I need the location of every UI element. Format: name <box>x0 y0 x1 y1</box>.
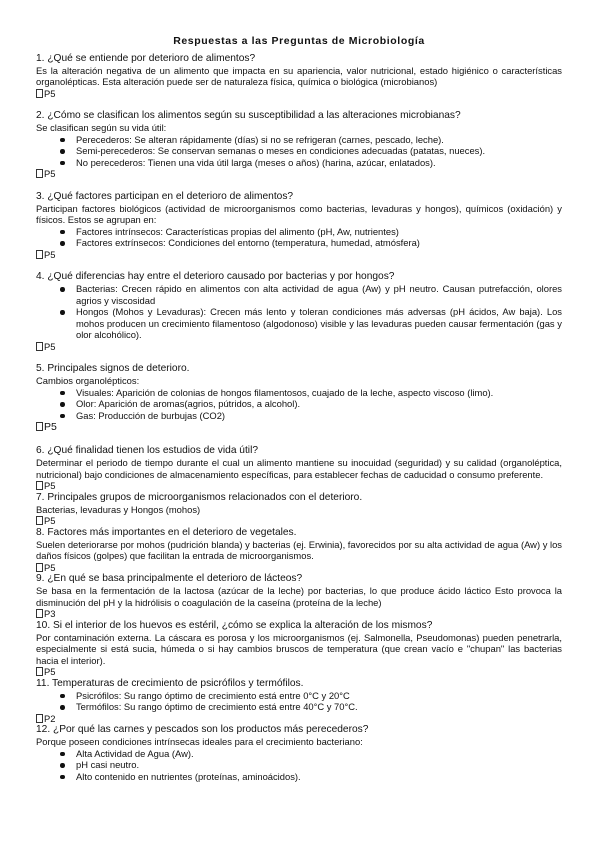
section-spacer <box>36 260 562 271</box>
question-heading: 11. Temperaturas de crecimiento de psicrófilos y termófilos. <box>36 677 304 689</box>
priority-code-text: P5 <box>44 666 56 677</box>
document-content <box>36 53 562 783</box>
priority-code <box>36 480 562 492</box>
priority-code-text: P5 <box>44 168 56 179</box>
bullet-list <box>36 283 562 341</box>
bullet-item: Factores extrínsecos: Condiciones del entorno (temperatura, humedad, atmósfera) <box>36 237 562 249</box>
bullet-item: Bacterias: Crecen rápido en alimentos con alta actividad de agua (Aw) y pH neutro. Causan putrefacción, olores agrios y viscosidad <box>36 283 562 306</box>
checkbox-glyph-icon <box>36 342 43 351</box>
bullet-item: Visuales: Aparición de colonias de hongos filamentosos, cuajado de la leche, aspecto viscoso (limo). <box>36 387 562 399</box>
bullet-item: No perecederos: Tienen una vida útil larga (meses o años) (harina, azúcar, enlatados). <box>36 157 562 169</box>
priority-code <box>36 562 562 574</box>
bullet-item: Factores intrínsecos: Características propias del alimento (pH, Aw, nutrientes) <box>36 226 562 238</box>
answer-text: Determinar el periodo de tiempo durante el cual un alimento mantiene su inocuidad (seguridad) y su calidad (organoléptica, nutricional) bajo condiciones de almacenamiento específicas, para establecer fechas de caducidad o consumo preferente. <box>36 457 562 480</box>
priority-code-text: P2 <box>44 712 56 724</box>
priority-code <box>36 608 562 620</box>
bullet-item: pH casi neutro. <box>36 759 562 771</box>
section-10 <box>36 620 562 678</box>
question-heading: 1. ¿Qué se entiende por deterioro de alimentos? <box>36 52 256 64</box>
priority-code-text: P5 <box>44 248 56 260</box>
priority-code <box>36 341 562 353</box>
answer-text: Bacterias, levaduras y Hongos (mohos) <box>36 503 201 515</box>
question-heading: 9. ¿En qué se basa principalmente el deterioro de lácteos? <box>36 573 303 584</box>
question-heading: 5. Principales signos de deterioro. <box>36 363 190 374</box>
priority-code <box>36 713 562 725</box>
priority-code-text: P5 <box>44 87 56 99</box>
section-spacer <box>36 180 562 191</box>
bullet-item: Hongos (Mohos y Levaduras): Crecen más lento y toleran condiciones más adversas (pH ácidos, Aw baja). Los mohos producen un crecimiento filamentoso (algodonoso) visible y las levaduras pueden causar fermentación (gas y olor alcohólico). <box>36 306 562 341</box>
bullet-list <box>36 690 562 713</box>
bullet-item: Perecederos: Se alteran rápidamente (días) si no se refrigeran (carnes, pescado, leche). <box>36 134 562 146</box>
priority-code-text: P3 <box>44 608 56 619</box>
section-12 <box>36 724 562 782</box>
question-heading: 10. Si el interior de los huevos es estéril, ¿cómo se explica la alteración de los mismos? <box>36 619 433 631</box>
section-1 <box>36 53 562 100</box>
priority-code-text: P5 <box>44 561 56 573</box>
question-heading: 3. ¿Qué factores participan en el deterioro de alimentos? <box>36 190 294 202</box>
checkbox-glyph-icon <box>36 422 43 431</box>
priority-code <box>36 515 562 527</box>
section-spacer <box>36 434 562 445</box>
section-2 <box>36 110 562 180</box>
bullet-list <box>36 748 562 783</box>
question-heading: 4. ¿Qué diferencias hay entre el deterioro causado por bacterias y por hongos? <box>36 271 395 282</box>
question-heading: 6. ¿Qué finalidad tienen los estudios de vida útil? <box>36 445 259 456</box>
section-9 <box>36 573 562 620</box>
section-3 <box>36 191 562 261</box>
section-spacer <box>36 99 562 110</box>
question-heading: 2. ¿Cómo se clasifican los alimentos según su susceptibilidad a las alteraciones microbianas? <box>36 110 461 121</box>
checkbox-glyph-icon <box>36 609 43 618</box>
answer-text: Se basa en la fermentación de la lactosa (azúcar de la leche) por bacterias, lo que produce ácido láctico Esto provoca la disminución del pH y la hidrólisis o coagulación de la caseína (proteína de la leche) <box>36 585 562 608</box>
answer-text: Cambios organolépticos: <box>36 375 140 386</box>
priority-code-text: P5 <box>44 340 56 352</box>
bullet-item: Olor: Aparición de aromas(agrios, pútridos, a alcohol). <box>36 398 562 410</box>
bullet-item: Alto contenido en nutrientes (proteínas, aminoácidos). <box>36 771 562 783</box>
answer-text: Es la alteración negativa de un alimento que impacta en su apariencia, valor nutricional, estado higiénico o características organolépticas. Esta alteración puede ser de naturaleza física, química o biológica (microbianos) <box>36 64 562 87</box>
section-11 <box>36 678 562 725</box>
bullet-item: Termófilos: Su rango óptimo de crecimiento está entre 40°C y 70°C. <box>36 701 562 713</box>
bullet-list <box>36 387 562 422</box>
checkbox-glyph-icon <box>36 714 43 723</box>
checkbox-glyph-icon <box>36 481 43 490</box>
checkbox-glyph-icon <box>36 563 43 572</box>
priority-code-text: P5 <box>44 515 56 526</box>
checkbox-glyph-icon <box>36 667 43 676</box>
bullet-list <box>36 134 562 169</box>
question-heading: 7. Principales grupos de microorganismos relacionados con el deterioro. <box>36 491 363 503</box>
checkbox-glyph-icon <box>36 250 43 259</box>
document-title: Respuestas a las Preguntas de Microbiología <box>173 35 425 47</box>
question-heading: 8. Factores más importantes en el deterioro de vegetales. <box>36 526 297 538</box>
bullet-item: Alta Actividad de Agua (Aw). <box>36 748 562 760</box>
checkbox-glyph-icon <box>36 89 43 98</box>
section-4 <box>36 271 562 352</box>
priority-code <box>36 88 562 100</box>
section-6 <box>36 445 562 492</box>
answer-text: Se clasifican según su vida útil: <box>36 122 167 133</box>
section-7 <box>36 492 562 527</box>
priority-code <box>36 666 562 678</box>
bullet-item: Semi-perecederos: Se conservan semanas o meses en condiciones adecuadas (patatas, nueces). <box>36 145 562 157</box>
question-heading: 12. ¿Por qué las carnes y pescados son los productos más perecederos? <box>36 724 369 735</box>
bullet-item: Psicrófilos: Su rango óptimo de crecimiento está entre 0°C y 20°C <box>36 690 562 702</box>
answer-text: Participan factores biológicos (actividad de microorganismos como bacterias, levaduras y hongos), químicos (oxidación) y físicos. Estos se agrupan en: <box>36 202 562 225</box>
priority-code <box>36 249 562 261</box>
section-spacer <box>36 352 562 363</box>
answer-text: Porque poseen condiciones intrínsecas ideales para el crecimiento bacteriano: <box>36 736 363 747</box>
answer-text: Por contaminación externa. La cáscara es porosa y los microorganismos (ej. Salmonella, Pseudomonas) pueden penetrarla, especialmente si está sucia, húmeda o si hay cambios bruscos de temperatura (que crean vacío e "chupan" las bacterias hacia el interior). <box>36 631 562 666</box>
section-8 <box>36 527 562 574</box>
priority-code-text: P5 <box>44 480 56 491</box>
checkbox-glyph-icon <box>36 516 43 525</box>
answer-text: Suelen deteriorarse por mohos (pudrición blanda) y bacterias (ej. Erwinia), favorecidos por su alta actividad de agua (Aw) y los daños físicos (golpes) que facilitan la entrada de microorganismos. <box>36 538 562 561</box>
bullet-item: Gas: Producción de burbujas (CO2) <box>36 410 562 422</box>
checkbox-glyph-icon <box>36 169 43 178</box>
priority-code <box>36 168 562 180</box>
section-5 <box>36 363 562 434</box>
priority-code-text: P5 <box>44 421 57 433</box>
bullet-list <box>36 226 562 249</box>
priority-code <box>36 421 562 434</box>
